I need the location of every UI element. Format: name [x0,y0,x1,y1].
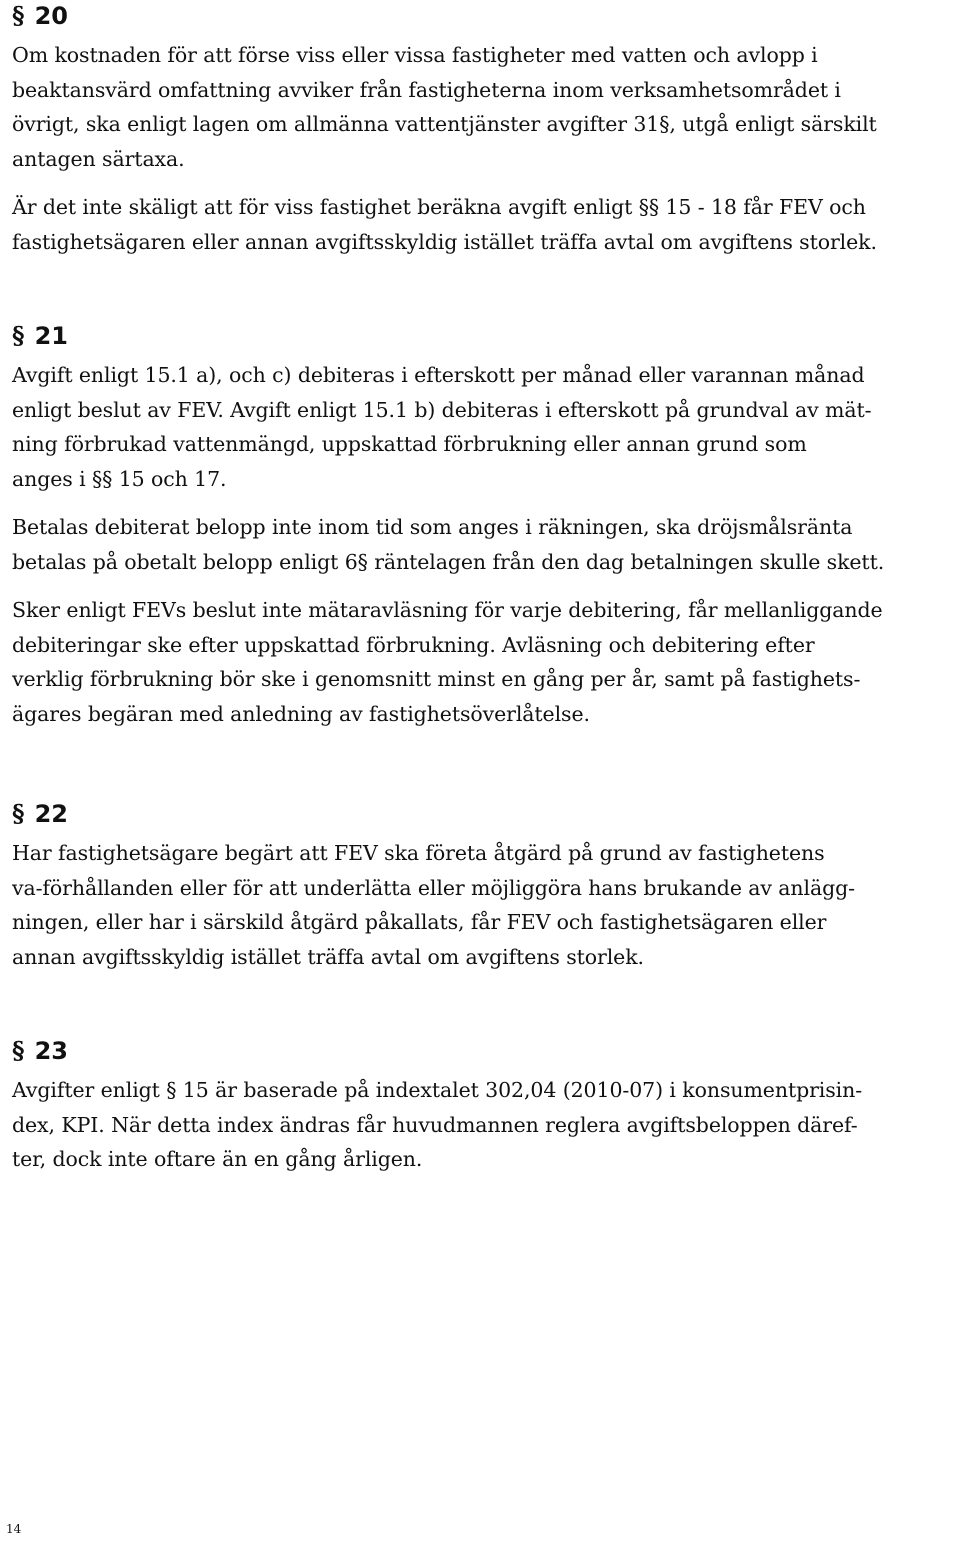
section-number: 20 [34,2,68,30]
section-heading [12,798,855,830]
section-sign: § [12,1,25,30]
paragraph: Avgifter enligt § 15 är baserade på indextalet 302,04 (2010-07) i konsumentprisin- dex, KPI. När detta index ändras får huvudmannen reglera avgiftsbeloppen däref- ter, dock inte oftare än en gång årligen. [12,1078,863,1171]
section-sign: § [12,321,25,350]
section-heading [12,320,884,352]
section-heading [12,0,877,32]
paragraph: Är det inte skäligt att för viss fastighet beräkna avgift enligt §§ 15 - 18 får FEV och fastighetsägaren eller annan avgiftsskyldig istället träffa avtal om avgiftens storlek. [12,195,877,254]
section-number: 22 [34,800,68,828]
section-21 [12,320,884,745]
section-sign: § [12,1036,25,1065]
section-22 [12,798,855,988]
section-23 [12,1035,862,1191]
paragraph: Betalas debiterat belopp inte inom tid som anges i räkningen, ska dröjsmålsränta betalas på obetalt belopp enligt 6§ räntelagen från den dag betalningen skulle skett. [12,515,885,574]
paragraph: Sker enligt FEVs beslut inte mätaravläsning för varje debitering, får mellanliggande debiteringar ske efter uppskattad förbrukning. Avläsning och debitering efter verklig förbrukning bör ske i genomsnitt minst en gång per år, samt på fastighets- ägares begäran med anledning av fastighetsöverlåtelse. [12,598,883,726]
section-heading [12,1035,862,1067]
section-sign: § [12,799,25,828]
paragraph: Har fastighetsägare begärt att FEV ska företa åtgärd på grund av fastighetens va-förhållanden eller för att underlätta eller möjliggöra hans brukande av anlägg- ningen, eller har i särskild åtgärd påkallats, får FEV och fastighetsägaren eller annan avgiftsskyldig istället träffa avtal om avgiftens storlek. [12,841,855,969]
section-20 [12,0,877,273]
paragraph: Avgift enligt 15.1 a), och c) debiteras i efterskott per månad eller varannan månad enligt beslut av FEV. Avgift enligt 15.1 b) debiteras i efterskott på grundval av mät- ning förbrukad vattenmängd, uppskattad förbrukning eller annan grund som anges i §§ 15 och 17. [12,363,872,491]
page-number: 14 [6,1522,22,1536]
section-number: 21 [34,322,68,350]
section-number: 23 [34,1037,68,1065]
paragraph: Om kostnaden för att förse viss eller vissa fastigheter med vatten och avlopp i beaktansvärd omfattning avviker från fastigheterna inom verksamhetsområdet i övrigt, ska enligt lagen om allmänna vattentjänster avgifter 31§, utgå enligt särskilt antagen särtaxa. [12,43,877,171]
